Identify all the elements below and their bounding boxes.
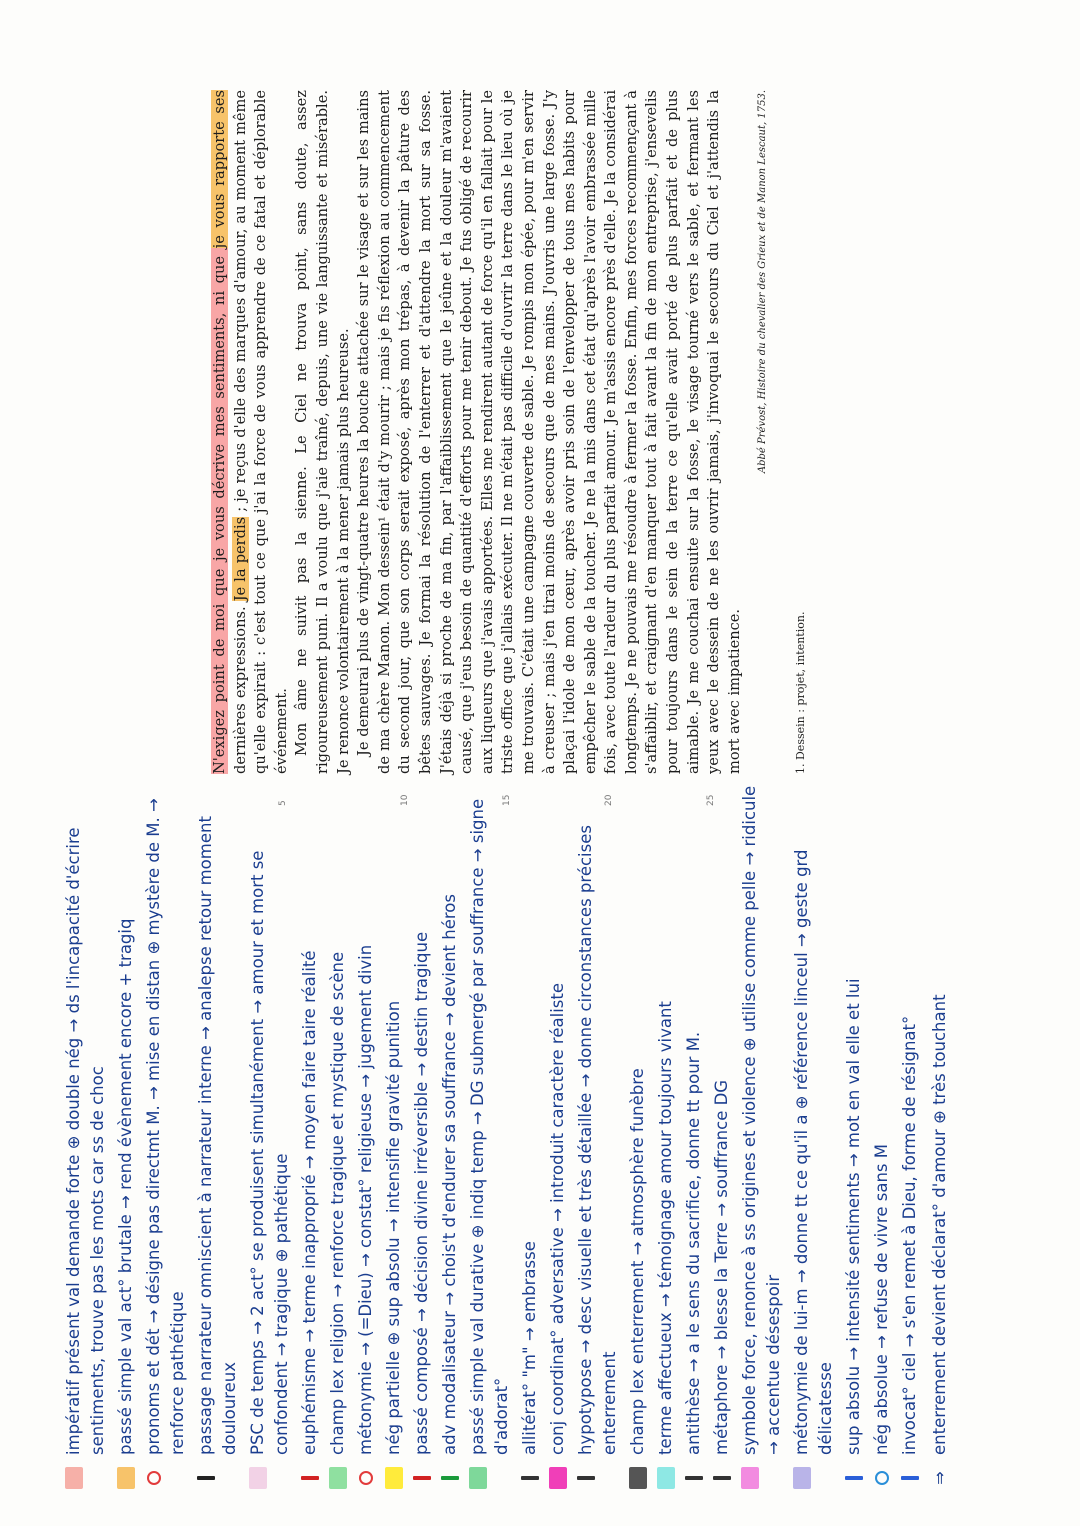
note-text: terme affectueux → témoignage amour toujours vivant [656, 1001, 675, 1455]
note-text: passé simple val durative ⊕ indiq temp → DG submergé par souffrance → signe d'adorat° [468, 798, 511, 1455]
note-text: champ lex religion → renforce tragique et mystique de scène [328, 951, 347, 1455]
line-number-25: 25 [706, 794, 716, 806]
color-swatch-icon [656, 1461, 676, 1495]
note-item [354, 775, 378, 1495]
color-swatch-icon [116, 1461, 136, 1495]
line-number-10: 10 [400, 794, 410, 806]
note-item [466, 775, 514, 1495]
note-item [326, 775, 350, 1495]
footnote: 1. Dessein : projet, intention. [794, 611, 808, 774]
line-number-20: 20 [604, 794, 614, 806]
underline-marker-icon [844, 1461, 864, 1495]
color-swatch-icon [548, 1461, 568, 1495]
color-swatch-icon [384, 1461, 404, 1495]
underline-marker-icon [300, 1461, 320, 1495]
line-number-15: 15 [502, 794, 512, 806]
note-text: impératif présent val demande forte ⊕ double nég → ds l'incapacité d'écrire sentiments, trouve pas les mots car ss de choc [64, 827, 107, 1455]
note-item [710, 775, 734, 1495]
note-text: adv modalisateur → chois't d'endurer sa souffrance → devient héros [440, 894, 459, 1455]
note-item [654, 775, 678, 1495]
printed-passage [200, 32, 920, 806]
note-text: métaphore → blesse la Terre → souffrance DG [712, 1079, 731, 1455]
note-text: sup absolu → intensité sentiments → mot en val elle et lui [844, 978, 863, 1455]
note-item [546, 775, 570, 1495]
note-text: métonymie de lui-m → donne tt ce qu'il a ⊕ référence linceul → geste grd délicatesse [792, 849, 835, 1455]
note-item [898, 775, 922, 1495]
note-text: allitérat° "m" → embrasse [520, 1241, 539, 1455]
source-citation: Abbé Prévost, Histoire du chevalier des Grieux et de Manon Lescaut, 1753. [757, 90, 769, 474]
p1-part-2: dernières expressions. [231, 601, 249, 774]
color-swatch-icon [628, 1461, 648, 1495]
note-text: enterrement devient déclarat° d'amour ⊕ très touchant [930, 994, 949, 1455]
note-text: passé composé → décision divine irréversible → destin tragique [412, 931, 431, 1455]
underline-marker-icon [712, 1461, 732, 1495]
note-text: pronoms et dét → désigne pas directmt M. → mise en distan ⊕ mystère de M. → renforce pathétique [144, 798, 187, 1455]
underline-marker-icon [440, 1461, 460, 1495]
color-swatch-icon [740, 1461, 760, 1495]
note-text: symbole force, renonce à ss origines et violence ⊕ utilise comme pelle → ridicule → accentue désespoir [740, 785, 783, 1455]
p1-part-0: N'exigez point de moi que je vous décrive mes sentiments, ni que [211, 248, 228, 774]
circle-marker-icon [872, 1461, 892, 1495]
note-item [790, 775, 838, 1495]
note-item [194, 775, 242, 1495]
p1-part-3: Je la perdis [231, 516, 249, 602]
note-text: PSC de temps → 2 act° se produisent simultanément → amour et mort se confondent → tragique ⊕ pathétique [248, 850, 291, 1455]
p3-text: Je demeurai plus de vingt-quatre heures la bouche attachée sur le visage et sur les mains de ma chère Manon. Mon dessein¹ était d'y mourir ; mais je fis réflexion au commencement du second jour, que son corps serait exposé, après mon trépas, à devenir la pâture des bêtes sauvages. Je formai la résolution de l'enterrer et d'attendre la mort sur sa fosse. J'étais déjà si proche de ma fin, par l'affaiblissement que le jeûne et la douleur m'avaient causé, que j'eus besoin de quantité d'efforts pour me tenir debout. Je fus obligé de recourir aux liqueurs que j'avais apportées. Elles me rendirent autant de force qu'il en fallait pour le triste office que j'allais exécuter. Il ne m'était pas difficile d'ouvrir la terre dans le lieu où je me trouvais. C'était une campagne couverte de sable. Je rompis mon épée, pour m'en servir à creuser ; mais j'en tirai moins de secours que de mes mains. J'ouvris une large fosse. J'y plaçai l'idole de mon cœur, après avoir pris soin de l'envelopper de tous mes habits pour empêcher le sable de la toucher. Je ne la mis dans cet état qu'après l'avoir embrassée mille fois, avec toute l'ardeur du plus parfait amour. Je m'assis encore près d'elle. Je la considérai longtemps. Je ne pouvais me résoudre à fermer la fosse. Enfin, mes forces recommençant à s'affaiblir, et craignant d'en manquer tout à fait avant la fin de mon entreprise, j'ensevelis pour toujours dans le sein de la terre ce qu'elle avait porté de plus parfait et de plus aimable. Je me couchai ensuite sur la fosse, le visage tourné vers le sable, et fermant les yeux avec le dessein de ne les ouvrir jamais, j'invoquai le secours du Ciel et j'attendis la mort avec impatience. [355, 90, 743, 774]
note-item [246, 775, 294, 1495]
paragraph-2 [292, 90, 354, 774]
note-text: champ lex enterrement → atmosphère funèbre [628, 1068, 647, 1455]
note-item [62, 775, 110, 1495]
note-text: métonymie → (=Dieu) → constat° religieuse → jugement divin [356, 944, 375, 1455]
note-item [842, 775, 866, 1495]
note-item [738, 775, 786, 1495]
note-item [438, 775, 462, 1495]
note-item [298, 775, 322, 1495]
p1-part-1: je vous rapporte ses [211, 90, 228, 249]
note-text: passage narrateur omniscient à narrateur interne → analepse retour moment douloureux [196, 816, 239, 1455]
paragraph-3 [354, 90, 745, 774]
note-text: conj coordinat° adversative → introduit caractère réaliste [548, 983, 567, 1455]
note-text: euphémisme → terme inapproprié → moyen faire taire réalité [300, 950, 319, 1455]
color-swatch-icon [64, 1461, 84, 1495]
p1-part-4: ; je reçus d'elle des marques d'amour, au moment même qu'elle expirait : c'est tout ce que j'ai la force de vous apprendre de ce fatal et déplorable événement. [231, 90, 290, 774]
note-item [518, 775, 542, 1495]
p2-text: Mon âme ne suivit pas la sienne. Le Ciel ne trouva point, sans doute, assez rigoureusement puni. Il a voulu que j'aie traîné, depuis, une vie languissante et misérable. Je renonce volontairement à la mener jamais plus heureuse. [293, 90, 352, 774]
underline-marker-icon [412, 1461, 432, 1495]
note-item [682, 775, 706, 1495]
note-item [870, 775, 894, 1495]
handwritten-notes [40, 755, 1050, 1515]
underline-marker-icon [520, 1461, 540, 1495]
note-text: nég absolue → refuse de vivre sans M [872, 1144, 891, 1455]
note-item [382, 775, 406, 1495]
color-swatch-icon [328, 1461, 348, 1495]
circle-marker-icon [144, 1461, 164, 1495]
note-item [410, 775, 434, 1495]
note-item [626, 775, 650, 1495]
color-swatch-icon [792, 1461, 812, 1495]
circle-marker-icon [356, 1461, 376, 1495]
note-item [928, 775, 952, 1495]
note-text: antithèse → a le sens du sacrifice, donne tt pour M. [684, 1031, 703, 1455]
note-text: nég partielle ⊕ sup absolu → intensifie gravité punition [384, 1000, 403, 1455]
conclusion-arrow-icon: ⇒ [930, 1471, 949, 1485]
note-text: invocat° ciel → s'en remet à Dieu, forme de résignat° [900, 1015, 919, 1455]
note-text: hypotypose → desc visuelle et très détaillée → donne circonstances précises enterrement [576, 825, 619, 1455]
paragraph-1 [210, 90, 292, 774]
color-swatch-icon [248, 1461, 268, 1495]
line-number-5: 5 [278, 800, 288, 806]
underline-marker-icon [196, 1461, 216, 1495]
note-item [574, 775, 622, 1495]
underline-marker-icon [576, 1461, 596, 1495]
note-text: passé simple val act° brutale → rend évènement encore + tragiq [116, 918, 135, 1455]
note-item [142, 775, 190, 1495]
underline-marker-icon [684, 1461, 704, 1495]
note-item [114, 775, 138, 1495]
underline-marker-icon [900, 1461, 920, 1495]
color-swatch-icon [468, 1461, 488, 1495]
